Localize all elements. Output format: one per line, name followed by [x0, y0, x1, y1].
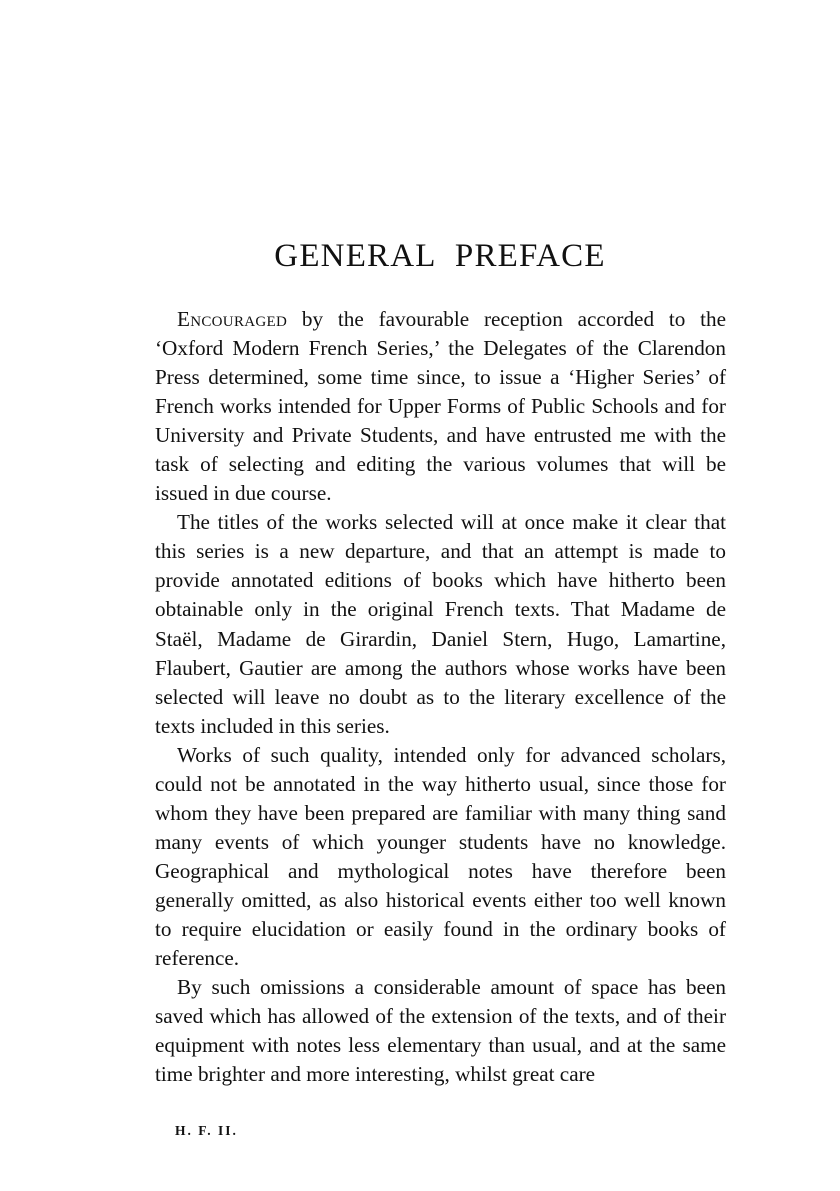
paragraph-1-lead-word: Encouraged — [177, 307, 288, 331]
page-title: GENERAL PREFACE — [274, 238, 606, 274]
paragraph-1-text: by the favourable reception accorded to the ‘Oxford Modern French Series,’ the Delegates of the Clarendon Press determined, some time since, to issue a ‘Higher Series’ of French works intended for Upper Forms of Public Schools and for University and Private Students, and have entrusted me with the task of selecting and editing the various volumes that will be issued in due course. — [155, 307, 726, 506]
paragraph-4: By such omissions a considerable amount of space has been saved which has allowed of the extension of the texts, and of their equipment with notes less elementary than usual, and at the same time brighter and more interesting, whilst great care — [155, 975, 726, 1087]
signature-mark: H. F. II. — [175, 1123, 238, 1138]
preface-body — [155, 305, 726, 1089]
paragraph-3: Works of such quality, intended only for advanced scholars, could not be annotated in the way hitherto usual, since those for whom they have been prepared are familiar with many thing sand many events of which younger students have no knowledge. Geographical and mythological notes have therefore been generally omitted, as also historical events either too well known to require elucidation or easily found in the ordinary books of reference. — [155, 742, 726, 971]
paragraph-2: The titles of the works selected will at once make it clear that this series is a new departure, and that an attempt is made to provide annotated editions of books which have hitherto been obtainable only in the original French texts. That Madame de Staël, Madame de Girardin, Daniel Stern, Hugo, Lamartine, Flaubert, Gautier are among the authors whose works have been selected will leave no doubt as to the literary excellence of the texts included in this series. — [155, 510, 726, 738]
paragraph-1 — [155, 305, 726, 508]
